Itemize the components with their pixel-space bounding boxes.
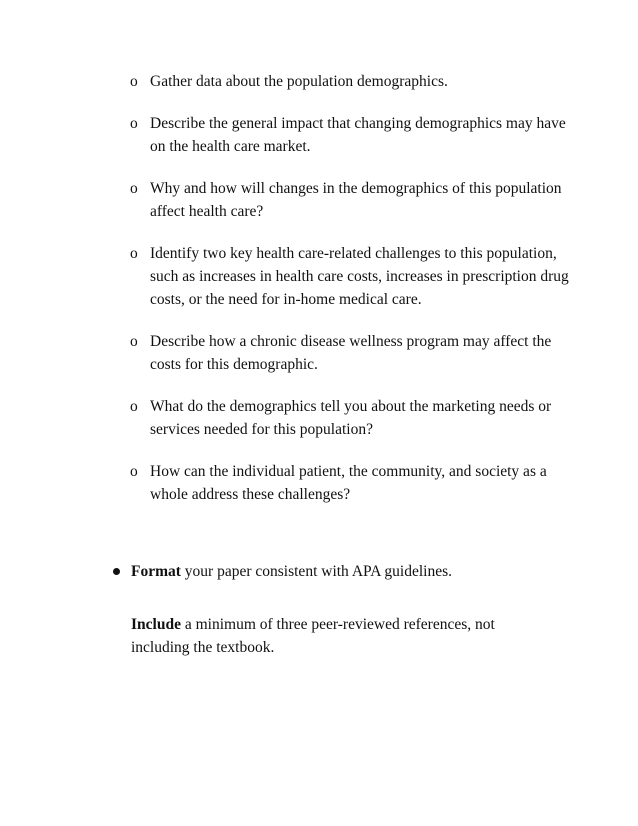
sub-bullet-list bbox=[130, 70, 570, 525]
format-keyword: Format bbox=[131, 563, 181, 580]
format-text: your paper consistent with APA guidelines. bbox=[180, 563, 453, 580]
list-item-text: Gather data about the population demographics. bbox=[150, 73, 448, 90]
circle-bullet-marker: o bbox=[130, 180, 138, 197]
list-item-text: What do the demographics tell you about the marketing needs or services needed for this population? bbox=[150, 398, 552, 438]
circle-bullet-marker: o bbox=[130, 333, 138, 350]
filled-bullet-icon bbox=[113, 568, 120, 575]
circle-bullet-marker: o bbox=[130, 245, 138, 262]
list-item bbox=[130, 330, 570, 376]
list-item bbox=[130, 395, 570, 441]
list-item-text: Identify two key health care-related challenges to this population, such as increases in health care costs, increases in prescription drug costs, or the need for in-home medical care. bbox=[150, 245, 569, 308]
include-text: a minimum of three peer-reviewed references, not including the textbook. bbox=[131, 616, 495, 656]
include-keyword: Include bbox=[131, 616, 181, 633]
circle-bullet-marker: o bbox=[130, 115, 138, 132]
list-item-text: Describe the general impact that changing demographics may have on the health care market. bbox=[150, 115, 566, 155]
circle-bullet-marker: o bbox=[130, 463, 138, 480]
list-item bbox=[130, 460, 570, 506]
list-item bbox=[130, 70, 570, 93]
list-item-text: Describe how a chronic disease wellness program may affect the costs for this demographic. bbox=[150, 333, 552, 373]
list-item-text: How can the individual patient, the community, and society as a whole address these challenges? bbox=[150, 463, 547, 503]
include-paragraph bbox=[131, 613, 551, 659]
circle-bullet-marker: o bbox=[130, 73, 138, 90]
list-item-text: Why and how will changes in the demographics of this population affect health care? bbox=[150, 180, 562, 220]
format-bullet-item bbox=[113, 560, 591, 583]
list-item bbox=[130, 177, 570, 223]
list-item bbox=[130, 112, 570, 158]
circle-bullet-marker: o bbox=[130, 398, 138, 415]
list-item bbox=[130, 242, 570, 311]
